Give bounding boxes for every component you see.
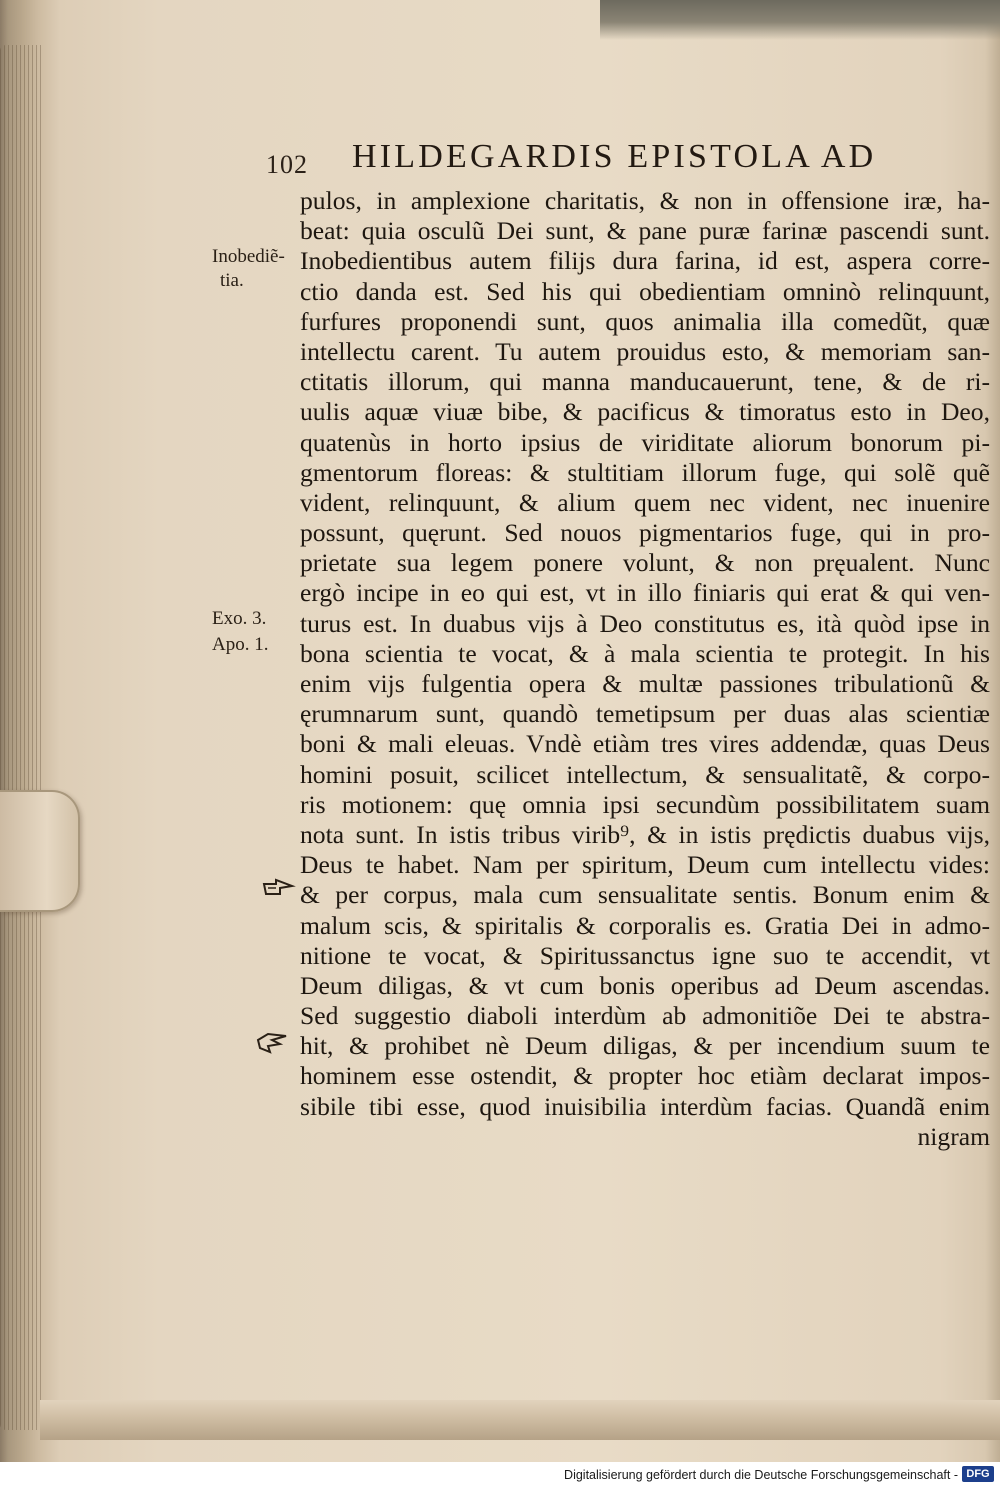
text-line: malum scis, & spiritalis & corporalis es. Gratia Dei in admo- xyxy=(300,910,990,940)
text-line: & per corpus, mala cum sensualitate sentis. Bonum enim & xyxy=(300,880,990,910)
text-line: pulos, in amplexione charitatis, & non in offensione iræ, ha- xyxy=(300,186,990,215)
text-line: bona scientia te vocat, & à mala scientia te protegit. In his xyxy=(300,638,990,668)
marginal-note-apocalypse: Apo. 1. xyxy=(212,634,269,655)
funding-credit: Digitalisierung gefördert durch die Deutsche Forschungsgemeinschaft - xyxy=(564,1468,958,1482)
text-line: sibile tibi esse, quod inuisibilia interdùm facias. Quandã enim xyxy=(300,1091,990,1121)
text-line: beat: quia osculũ Dei sunt, & pane puræ farinæ pascendi sunt. xyxy=(300,216,990,246)
text-line: ris motionem: quę omnia ipsi secundùm possibilitatem suam xyxy=(300,789,990,819)
running-head: HILDEGARDIS EPISTOLA AD xyxy=(352,138,877,175)
footer-bar xyxy=(0,1462,1000,1489)
text-line: ctitatis illorum, qui manna manducauerunt, tene, & de ri- xyxy=(300,367,990,397)
text-line: boni & mali eleuas. Vndè etiàm tres vires addendæ, quas Deus xyxy=(300,729,990,759)
text-line: turus est. In duabus vijs à Deo constitutus es, ità quòd ipse in xyxy=(300,608,990,638)
text-line: quatenùs in horto ipsius de viriditate aliorum bonorum pi- xyxy=(300,427,990,457)
marginal-note-inobedientia-cont: tia. xyxy=(220,270,244,291)
text-line: homini posuit, scilicet intellectum, & sensualitatẽ, & corpo- xyxy=(300,759,990,789)
pointing-hand-icon xyxy=(262,876,296,900)
text-line: nota sunt. In istis tribus virib⁹, & in istis prędictis duabus vijs, xyxy=(300,819,990,849)
page-header xyxy=(0,138,1000,188)
text-line: furfures proponendi sunt, quos animalia illa comedũt, quæ xyxy=(300,306,990,336)
page-number: 102 xyxy=(266,150,308,179)
book-cover-shadow xyxy=(600,0,1000,40)
text-line: Deus te habet. Nam per spiritum, Deum cum intellectu vides: xyxy=(300,850,990,880)
text-line: ęrumnarum sunt, quandò temetipsum per duas alas scientiæ xyxy=(300,699,990,729)
text-line: possunt, quęrunt. Sed nouos pigmentarios fuge, qui in pro- xyxy=(300,518,990,548)
page-clip xyxy=(0,790,80,912)
bottom-page-edge xyxy=(40,1400,1000,1440)
text-line: enim vijs fulgentia opera & multæ passiones tribulationũ & xyxy=(300,669,990,698)
text-line: Inobedientibus autem filijs dura farina, id est, aspera corre- xyxy=(300,246,990,276)
text-line: Deum diligas, & vt cum bonis operibus ad Deum ascendas. xyxy=(300,970,990,1000)
text-line: hominem esse ostendit, & propter hoc etiàm declarat impos- xyxy=(300,1061,990,1091)
dfg-logo: DFG xyxy=(962,1466,994,1482)
catchword: nigram xyxy=(917,1121,990,1151)
text-line: vident, relinquunt, & alium quem nec vident, nec inuenire xyxy=(300,487,990,517)
marginal-note-exodus: Exo. 3. xyxy=(212,608,267,629)
body-text xyxy=(300,186,990,1152)
text-line: ergò incipe in eo qui est, vt in illo finiaris qui erat & qui ven- xyxy=(300,578,990,608)
text-line: Sed suggestio diaboli interdùm ab admonitiõe Dei te abstra- xyxy=(300,1001,990,1031)
page-edges xyxy=(0,45,44,1430)
text-line: uulis aquæ viuæ bibe, & pacificus & timoratus esto in Deo, xyxy=(300,397,990,427)
marginal-note-inobedientia: Inobediẽ- xyxy=(212,246,285,267)
pointing-hand-icon xyxy=(256,1030,290,1054)
text-line: ctio danda est. Sed his qui obedientiam omninò relinquunt, xyxy=(300,276,990,306)
text-line: prietate sua legem ponere volunt, & non pręualent. Nunc xyxy=(300,548,990,578)
text-line: intellectu carent. Tu autem prouidus esto, & memoriam san- xyxy=(300,336,990,366)
text-line: gmentorum floreas: & stultitiam illorum fuge, qui solẽ quẽ xyxy=(300,457,990,487)
text-line: nitione te vocat, & Spiritussanctus igne suo te accendit, vt xyxy=(300,940,990,970)
text-line: hit, & prohibet nè Deum diligas, & per incendium suum te xyxy=(300,1031,990,1061)
